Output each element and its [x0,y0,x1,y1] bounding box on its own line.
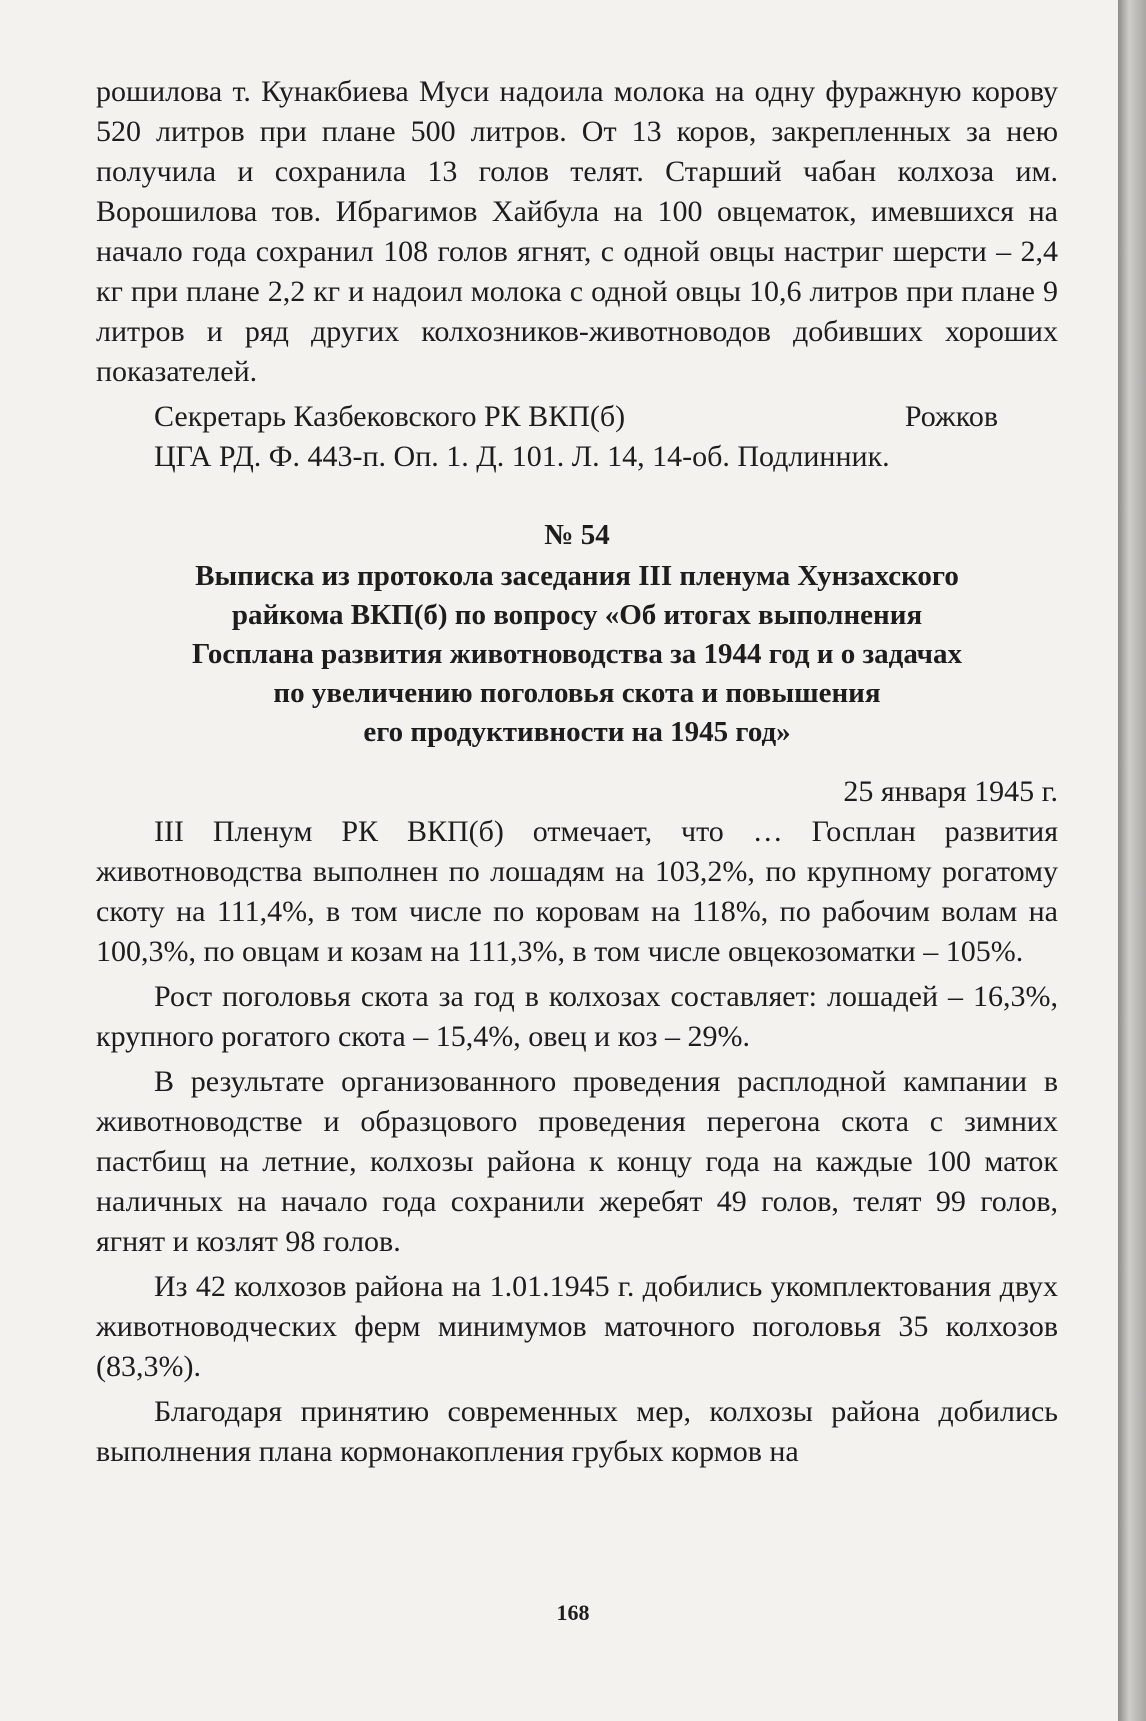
page-edge-shadow [1118,0,1146,1721]
body-paragraph: В результате организованного проведения расплодной кампании в животноводстве и образцового проведения перегона скота с зимних пастбищ на летние, колхозы района к концу года на каждые 100 маток наличных на начало года сохранили жеребят 49 голов, телят 99 голов, ягнят и козлят 98 голов. [96,1065,1058,1258]
title-line: по увеличению поголовья скота и повышения [273,677,881,709]
document-date: 25 января 1945 г. [843,775,1058,808]
body-paragraph: Благодаря принятию современных мер, колхозы района добились выполнения плана кормонакопления грубых кормов на [96,1395,1058,1468]
title-line: Выписка из протокола заседания III пленума Хунзахского [195,560,959,592]
document-number: № 54 [544,519,610,551]
body-paragraph: Из 42 колхозов района на 1.01.1945 г. добились укомплектования двух животноводческих ферм минимумов маточного поголовья 35 колхозов (83,3%). [96,1270,1058,1383]
archive-reference: ЦГА РД. Ф. 443-п. Оп. 1. Д. 101. Л. 14, 14-об. Подлинник. [154,440,890,473]
signature-name: Рожков [904,400,998,433]
document-title [96,557,1058,752]
title-line: райкома ВКП(б) по вопросу «Об итогах выполнения [231,599,923,631]
title-line: Госплана развития животноводства за 1944 год и о задачах [191,638,963,670]
body-paragraph: III Пленум РК ВКП(б) отмечает, что … Госплан развития животноводства выполнен по лошадям на 103,2%, по крупному рогатому скоту на 111,4%, в том числе по коровам на 118%, по рабочим волам на 100,3%, по овцам и козам на 111,3%, в том числе овцекозоматки – 105%. [96,815,1058,968]
signature-line [96,397,1058,437]
signature-position: Секретарь Казбековского РК ВКП(б) [154,400,626,433]
top-paragraph: рошилова т. Кунакбиева Муси надоила молока на одну фуражную корову 520 литров при плане 500 литров. От 13 коров, закрепленных за нею получила и сохранила 13 голов телят. Старший чабан колхоза им. Ворошилова тов. Ибрагимов Хайбула на 100 овцематок, имевшихся на начало года сохранил 108 голов ягнят, с одной овцы настриг шерсти – 2,4 кг при плане 2,2 кг и надоил молока с одной овцы 10,6 литров при плане 9 литров и ряд других колхозников-животноводов добивших хороших показателей. [96,75,1058,388]
body-paragraph: Рост поголовья скота за год в колхозах составляет: лошадей – 16,3%, крупного рогатого скота – 15,4%, овец и коз – 29%. [96,980,1058,1053]
page-text-block [96,72,1058,1472]
page-number: 168 [556,1600,590,1625]
title-line: его продуктивности на 1945 год» [363,716,791,748]
